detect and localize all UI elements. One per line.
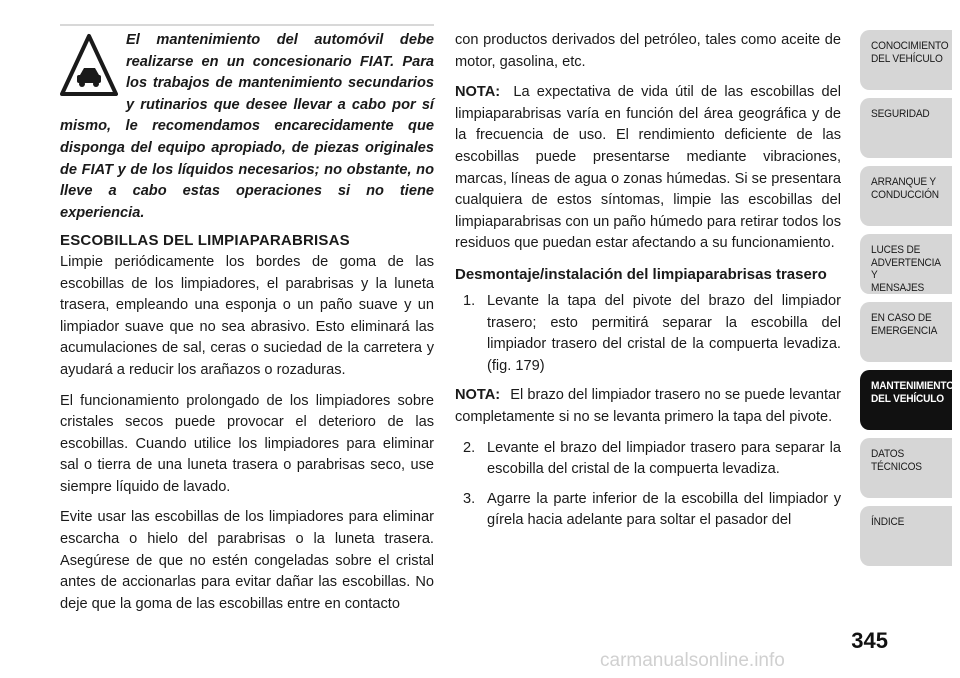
step-number: 3. bbox=[463, 490, 476, 507]
warning-box bbox=[60, 30, 434, 224]
paragraph-4: con productos derivados del petróleo, tales como aceite de motor, gasolina, etc. bbox=[455, 32, 841, 70]
chapter-tabs bbox=[860, 30, 960, 574]
tab-label: LUCES DE ADVERTENCIA Y MENSAJES bbox=[871, 244, 941, 294]
step-text: Agarre la parte inferior de la escobilla del limpiador y gírela hacia adelante para soltar el pasador del bbox=[487, 490, 841, 529]
warning-text: El mantenimiento del automóvil debe realizarse en un concesionario FIAT. Para los trabajos de mantenimiento secundarios y rutinarios que desee llevar a cabo por sí mismo, le recomendamos encarecidamente que disponga del equipo apropiado, de piezas originales de FIAT y de los líquidos necesarios; no obstante, no lleve a cabo estas operaciones si no tiene experiencia. bbox=[60, 32, 434, 221]
tab-label: ARRANQUE Y CONDUCCIÓN bbox=[871, 176, 939, 201]
note-2-text: El brazo del limpiador trasero no se puede levantar completamente si no se levanta primero la tapa del pivote. bbox=[455, 387, 842, 425]
note-1 bbox=[455, 82, 841, 255]
tab-mantenimiento[interactable] bbox=[860, 370, 952, 430]
list-item bbox=[455, 438, 841, 481]
note-1-label: NOTA: bbox=[455, 84, 501, 101]
subsection-title: Desmontaje/instalación del limpiaparabrisas trasero bbox=[455, 265, 827, 283]
left-column bbox=[60, 30, 434, 624]
tab-indice[interactable] bbox=[860, 506, 952, 566]
note-2 bbox=[455, 385, 841, 428]
note-1-text: La expectativa de vida útil de las escobillas del limpiaparabrisas varía en función del área geográfica y de la frecuencia de uso. El rendimiento deficiente de las escobillas puede presentarse mediante vibraciones, marcas, líneas de agua o zonas húmedas. Si se presentara cualquiera de estos síntomas, limpie las escobillas del limpiaparabrisas con un paño húmedo para retirar todos los residuos que puedan estar afectando a su funcionamiento. bbox=[455, 84, 841, 252]
tab-seguridad[interactable] bbox=[860, 98, 952, 158]
step-text: Levante la tapa del pivote del brazo del limpiador trasero; esto permitirá separar la escobilla del limpiador trasero del cristal de la compuerta levadiza.(fig. 179) bbox=[487, 292, 841, 374]
warning-car-icon bbox=[60, 32, 118, 98]
right-column bbox=[455, 30, 841, 540]
watermark: carmanualsonline.info bbox=[600, 650, 785, 671]
tab-label: MANTENIMIENTO DEL VEHÍCULO bbox=[871, 380, 954, 405]
tab-label: EN CASO DE EMERGENCIA bbox=[871, 312, 938, 337]
section-title: ESCOBILLAS DEL LIMPIAPARABRISAS bbox=[60, 232, 350, 250]
paragraph-3: Evite usar las escobillas de los limpiadores para eliminar escarcha o hielo del parabrisas o la luneta trasera. Asegúrese de que no estén congeladas sobre el cristal antes de accionarlas para evitar dañar las escobillas. No deje que la goma de las escobillas entre en contacto bbox=[60, 509, 434, 612]
steps-list-b bbox=[455, 438, 841, 532]
step-text: Levante el brazo del limpiador trasero para separar la escobilla del cristal de la compuerta levadiza. bbox=[487, 439, 841, 478]
tab-label: CONOCIMIENTO DEL VEHÍCULO bbox=[871, 40, 949, 65]
tab-luces[interactable] bbox=[860, 234, 952, 294]
page-number: 345 bbox=[851, 628, 888, 653]
paragraph-1: Limpie periódicamente los bordes de goma de las escobillas de los limpiadores, el parabrisas y la luneta trasera, empleando una esponja o un paño suave y un limpiador suave que no sea abrasivo. Esto eliminará las acumulaciones de sal, ceras o suciedad de la carretera y ayudará a reducir los arañazos o rozaduras. bbox=[60, 253, 434, 378]
tab-label: DATOS TÉCNICOS bbox=[871, 448, 922, 473]
tab-label: SEGURIDAD bbox=[871, 108, 930, 120]
list-item bbox=[455, 489, 841, 532]
list-item bbox=[455, 291, 841, 377]
tab-emergencia[interactable] bbox=[860, 302, 952, 362]
tab-arranque[interactable] bbox=[860, 166, 952, 226]
paragraph-2: El funcionamiento prolongado de los limpiadores sobre cristales secos puede provocar el deterioro de las escobillas. Cuando utilice los limpiadores para eliminar sal o tierra de una luneta trasera o parabrisas seco, use siempre líquido de lavado. bbox=[60, 392, 434, 495]
tab-label: ÍNDICE bbox=[871, 516, 905, 528]
note-2-label: NOTA: bbox=[455, 387, 501, 404]
step-number: 2. bbox=[463, 439, 476, 456]
tab-conocimiento[interactable] bbox=[860, 30, 952, 90]
tab-datos[interactable] bbox=[860, 438, 952, 498]
warning-divider bbox=[60, 24, 434, 26]
step-number: 1. bbox=[463, 292, 476, 309]
steps-list-a bbox=[455, 291, 841, 377]
